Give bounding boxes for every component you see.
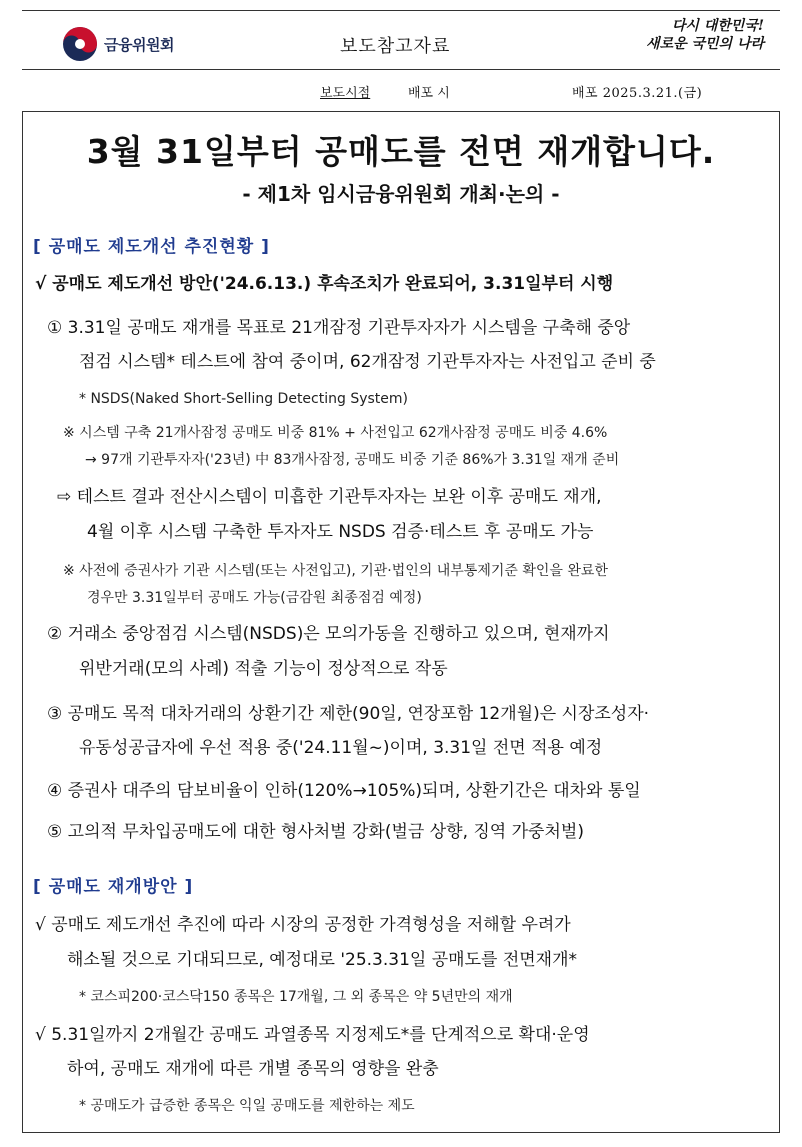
item1-line1: ① 3.31일 공매도 재개를 목표로 21개잠정 기관투자자가 시스템을 구축해 중앙 [47,318,631,338]
section2-main1-line1: √ 공매도 제도개선 추진에 따라 시장의 공정한 가격형성을 저해할 우려가 [35,915,571,935]
item3-line2: 유동성공급자에 우선 적용 중('24.11월~)이며, 3.31일 전면 적용 예정 [79,738,603,758]
document-type: 보도참고자료 [340,36,451,57]
content-box [22,111,780,1133]
item1-note: * NSDS(Naked Short-Selling Detecting System) [79,391,408,407]
release-date: 배포 2025.3.21.(금) [572,86,703,101]
item2-line2: 위반거래(모의 사례) 적출 기능이 정상적으로 작동 [79,659,448,679]
arrow-line1: ⇨ 테스트 결과 전산시스템이 미흡한 기관투자자는 보완 이후 공매도 재개, [57,487,602,507]
item1-ref1: ※ 시스템 구축 21개사잠정 공매도 비중 81% + 사전입고 62개사잠정 공매도 비중 4.6% [63,425,608,441]
item2-line1: ② 거래소 중앙점검 시스템(NSDS)은 모의가동을 진행하고 있으며, 현재까지 [47,624,610,644]
slogan-line2: 새로운 국민의 나라 [646,36,764,52]
agency-name: 금융위원회 [104,35,174,54]
section2-main2-note: * 공매도가 급증한 종목은 익일 공매도를 제한하는 제도 [79,1098,415,1114]
section2-main1-line2: 해소될 것으로 기대되므로, 예정대로 '25.3.31일 공매도를 전면재개* [67,950,578,970]
page-subtitle: - 제1차 임시금융위원회 개최·논의 - [242,182,560,206]
release-value: 배포 시 [408,86,450,101]
section2-main2-line2: 하여, 공매도 재개에 따른 개별 종목의 영향을 완충 [67,1059,439,1079]
arrow-ref2: 경우만 3.31일부터 공매도 가능(금감원 최종점검 예정) [87,590,422,606]
item3-line1: ③ 공매도 목적 대차거래의 상환기간 제한(90일, 연장포함 12개월)은 시장조성자· [47,704,650,724]
section1-main: √ 공매도 제도개선 방안('24.6.13.) 후속조치가 완료되어, 3.31일부터 시행 [35,274,614,294]
section2-main2-line1: √ 5.31일까지 2개월간 공매도 과열종목 지정제도*를 단계적으로 확대·운영 [35,1025,590,1045]
agency-logo [62,26,174,62]
item5: ⑤ 고의적 무차입공매도에 대한 형사처벌 강화(벌금 상향, 징역 가중처벌) [47,822,584,842]
page-title: 3월 31일부터 공매도를 전면 재개합니다. [86,132,716,171]
document-header [22,10,780,70]
taegeuk-logo-icon [62,26,98,62]
arrow-line2: 4월 이후 시스템 구축한 투자자도 NSDS 검증·테스트 후 공매도 가능 [87,522,594,542]
slogan-line1: 다시 대한민국! [671,18,764,34]
arrow-ref1: ※ 사전에 증권사가 기관 시스템(또는 사전입고), 기관·법인의 내부통제기준 확인을 완료한 [63,563,608,579]
section1-heading: [ 공매도 제도개선 추진현황 ] [33,237,270,257]
slogan [646,17,764,53]
section2-main1-note: * 코스피200·코스닥150 종목은 17개월, 그 외 종목은 약 5년만의 재개 [79,989,513,1005]
item1-line2: 점검 시스템* 테스트에 참여 중이며, 62개잠정 기관투자자는 사전입고 준비 중 [79,352,656,372]
item4: ④ 증권사 대주의 담보비율이 인하(120%→105%)되며, 상환기간은 대차와 통일 [47,781,641,801]
item1-ref2: → 97개 기관투자자('23년) 中 83개사잠정, 공매도 비중 기준 86%가 3.31일 재개 준비 [85,452,620,468]
release-label: 보도시점 [320,86,371,101]
section2-heading: [ 공매도 재개방안 ] [33,877,194,897]
